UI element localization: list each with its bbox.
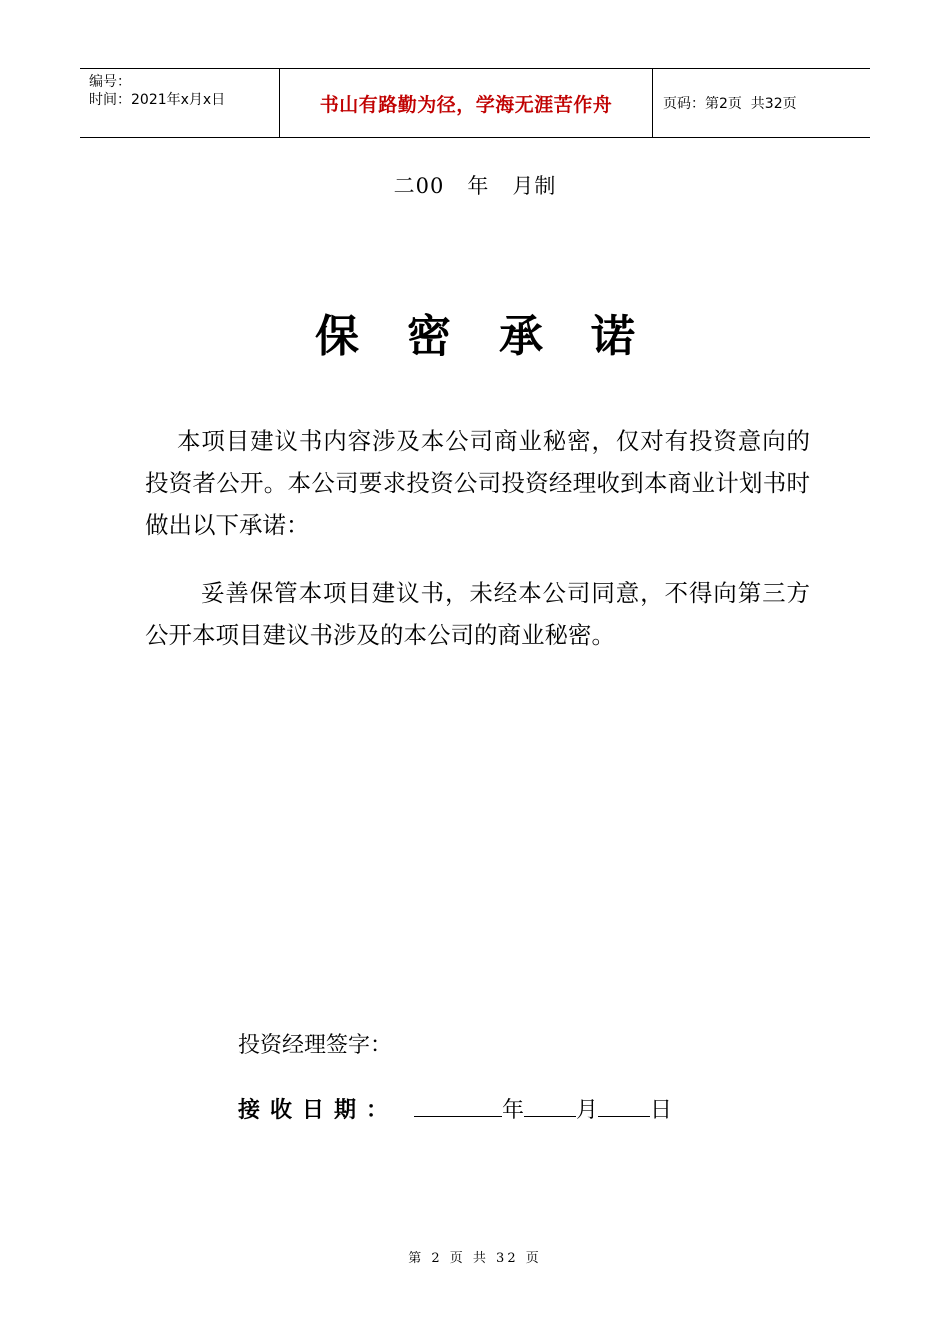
receive-date-row [238, 1093, 672, 1124]
page-footer: 第 2 页 共 32 页 [408, 1251, 542, 1266]
date-line: 二00 年 月制 [393, 174, 557, 198]
paragraph-intro: 本项目建议书内容涉及本公司商业秘密，仅对有投资意向的投资者公开。本公司要求投资公司投资经理收到本商业计划书时做出以下承诺： [145, 427, 810, 539]
year-blank[interactable] [414, 1098, 502, 1117]
page-info-text: 页码：第2页 共32页 [663, 96, 797, 112]
page-header [80, 68, 870, 138]
header-meta [80, 69, 280, 137]
header-page-info [653, 69, 870, 137]
day-unit: 日 [650, 1098, 673, 1123]
paragraph-commitment: 妥善保管本项目建议书，未经本公司同意，不得向第三方公开本项目建议书涉及的本公司的商业秘密。 [145, 579, 810, 649]
page-title: 保密承诺 [315, 311, 683, 362]
header-motto: 书山有路勤为径，学海无涯苦作舟 [280, 69, 653, 137]
manager-signature-label: 投资经理签字： [238, 1033, 393, 1058]
document-time: 时间：2021年x月x日 [89, 92, 226, 108]
day-blank[interactable] [598, 1098, 650, 1117]
month-unit: 月 [576, 1098, 599, 1123]
document-number-label: 编号： [89, 74, 131, 90]
month-blank[interactable] [524, 1098, 576, 1117]
year-unit: 年 [502, 1098, 525, 1123]
receive-date-label: 接收日期： [238, 1098, 399, 1123]
